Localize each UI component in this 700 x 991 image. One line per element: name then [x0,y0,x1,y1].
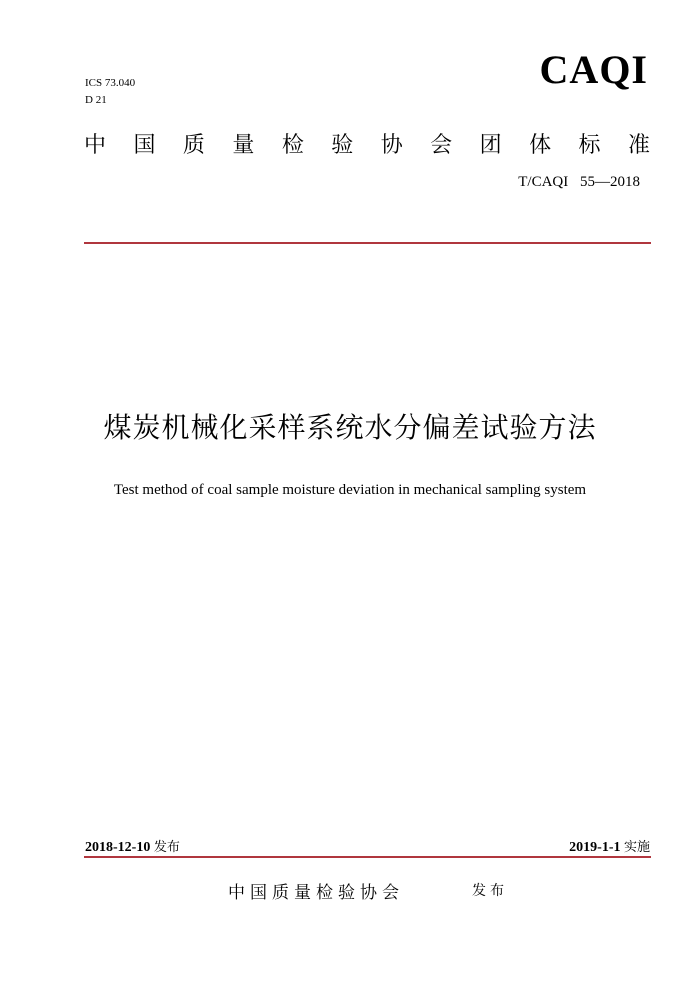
publish-label: 发布 [153,840,180,855]
org-title-char: 团 [479,133,502,158]
implement-label: 实施 [623,840,650,855]
org-title-char: 标 [578,133,601,158]
english-title: Test method of coal sample moisture deviation in mechanical sampling system [113,482,587,498]
org-title-char: 量 [232,133,255,158]
org-title-char: 质 [182,133,205,158]
ics-code: ICS 73.040 [85,77,136,89]
caqi-logo: CAQI [539,47,648,92]
organization-standard-title [84,128,650,159]
top-divider [84,242,651,244]
org-title-char: 体 [529,133,552,158]
issuer-label: 发布 [472,883,508,899]
classification-codes [85,75,135,109]
org-title-char: 协 [380,133,403,158]
chinese-title: 煤炭机械化采样系统水分偏差试验方法 [103,411,597,444]
issuer-name: 中国质量检验协会 [228,883,404,903]
ccs-code: D 21 [85,94,107,106]
org-title-char: 会 [430,133,453,158]
implement-date: 2019-1-1 [569,840,621,855]
implement-date-line [569,836,650,856]
publish-date: 2018-12-10 [85,840,151,855]
publish-date-line [85,836,180,856]
standard-number: T/CAQI 55—2018 [518,174,640,190]
org-title-char: 检 [281,133,304,158]
bottom-divider [84,856,651,858]
org-title-char: 准 [627,133,650,158]
org-title-char: 中 [84,133,107,158]
org-title-char: 国 [133,133,156,158]
org-title-char: 验 [331,133,354,158]
